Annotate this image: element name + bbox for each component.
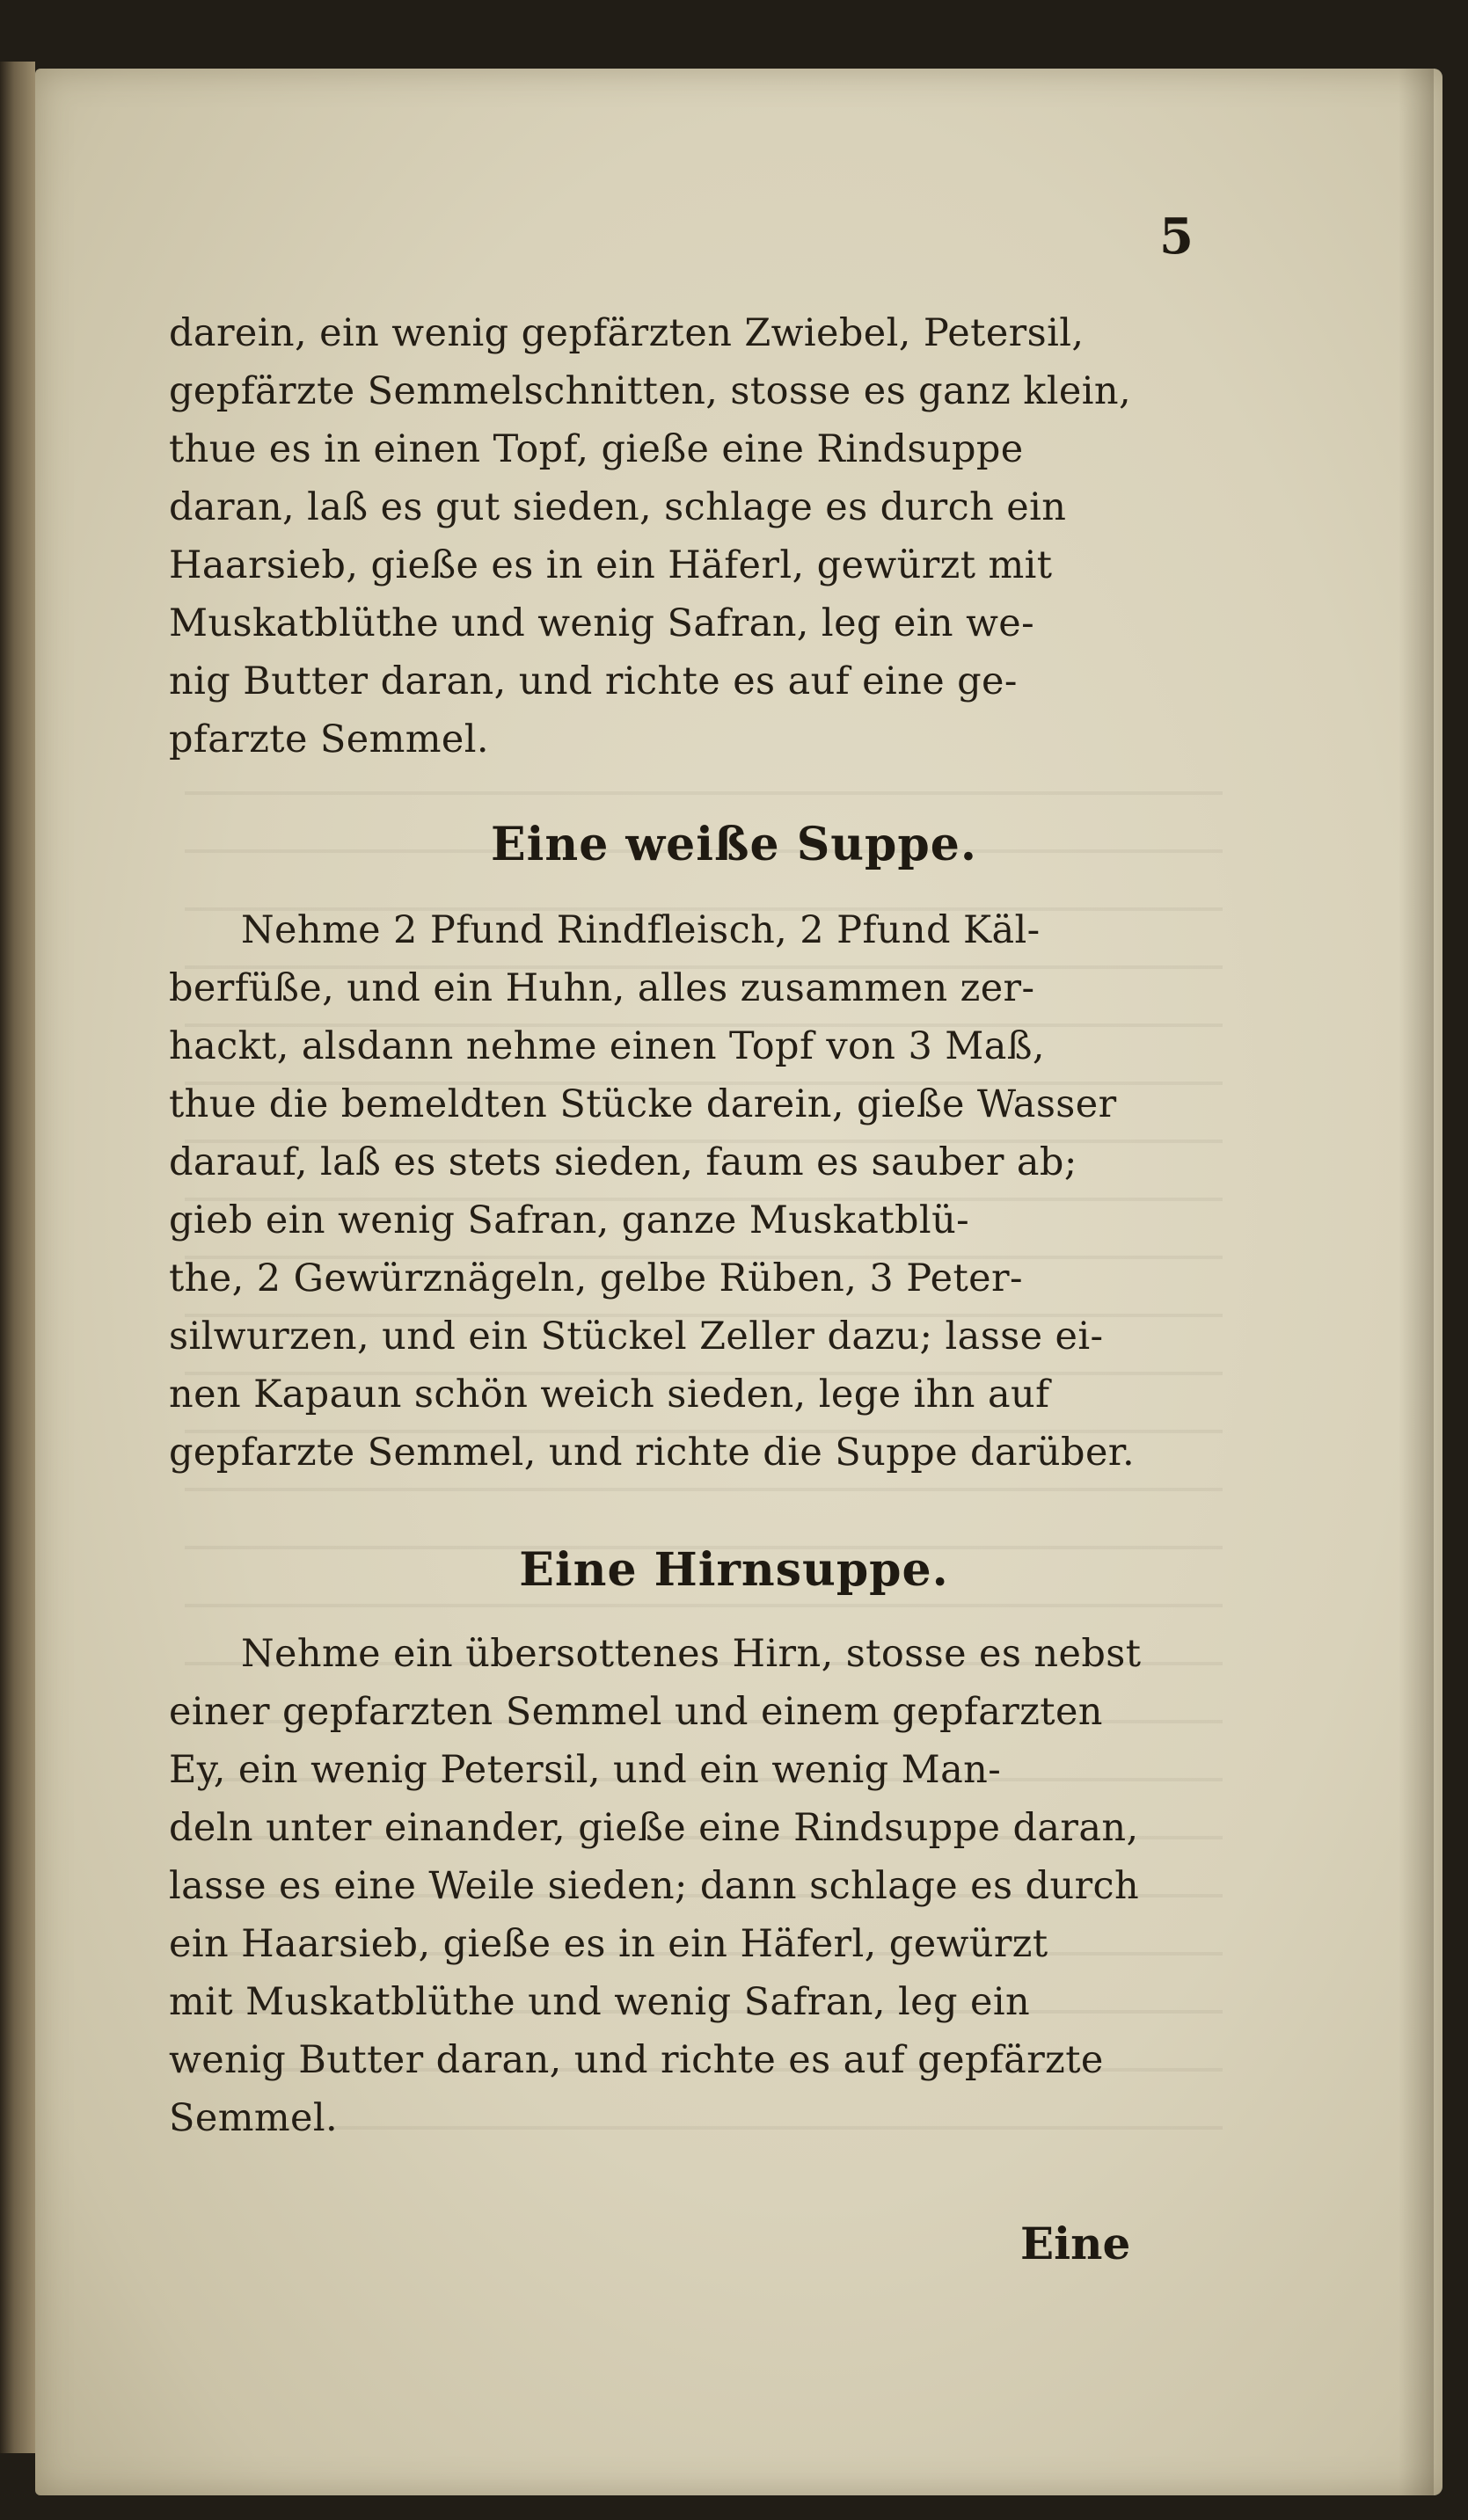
- text-line: lasse es eine Weile sieden; dann schlage es durch: [169, 1864, 1140, 1908]
- section-heading-brain-soup: Eine Hirnsuppe.: [519, 1543, 949, 1597]
- text-line: gepfarzte Semmel, und richte die Suppe darüber.: [169, 1431, 1136, 1475]
- text-line: Ey, ein wenig Petersil, und ein wenig Man-: [169, 1748, 1002, 1792]
- text-line: Muskatblüthe und wenig Safran, leg ein we-: [169, 601, 1035, 645]
- text-line: nen Kapaun schön weich sieden, lege ihn auf: [169, 1373, 1050, 1417]
- text-line: einer gepfarzten Semmel und einem gepfarzten: [169, 1690, 1103, 1734]
- text-line: darein, ein wenig gepfärzten Zwiebel, Petersil,: [169, 311, 1085, 355]
- text-line: ein Haarsieb, gieße es in ein Häferl, gewürzt: [169, 1922, 1048, 1966]
- right-page-edge-shadow: [1399, 69, 1434, 2495]
- text-line: gepfärzte Semmelschnitten, stosse es ganz klein,: [169, 369, 1132, 413]
- paragraph-3: [169, 1625, 1207, 2147]
- text-line: Nehme 2 Pfund Rindfleisch, 2 Pfund Käl-: [241, 908, 1041, 952]
- text-line: deln unter einander, gieße eine Rindsuppe daran,: [169, 1806, 1139, 1850]
- text-line: Haarsieb, gieße es in ein Häferl, gewürzt mit: [169, 543, 1053, 587]
- catchword: Eine: [1020, 2218, 1131, 2269]
- page-number: 5: [1159, 208, 1194, 266]
- text-line: gieb ein wenig Safran, ganze Muskatblü-: [169, 1198, 970, 1242]
- text-line: hackt, alsdann nehme einen Topf von 3 Maß,: [169, 1024, 1045, 1068]
- text-line: thue es in einen Topf, gieße eine Rindsuppe: [169, 427, 1024, 471]
- text-line: darauf, laß es stets sieden, faum es sauber ab;: [169, 1140, 1077, 1184]
- text-line: silwurzen, und ein Stückel Zeller dazu; lasse ei-: [169, 1315, 1104, 1358]
- text-line: mit Muskatblüthe und wenig Safran, leg ein: [169, 1980, 1031, 2024]
- section-heading-white-soup: Eine weiße Suppe.: [491, 818, 977, 871]
- text-line: pfarzte Semmel.: [169, 717, 490, 761]
- text-line: thue die bemeldten Stücke darein, gieße Wasser: [169, 1082, 1117, 1126]
- text-line: wenig Butter daran, und richte es auf gepfärzte: [169, 2038, 1104, 2082]
- paragraph-1: [169, 304, 1207, 768]
- text-line: berfüße, und ein Huhn, alles zusammen zer-: [169, 966, 1035, 1010]
- text-line: Nehme ein übersottenes Hirn, stosse es nebst: [241, 1632, 1142, 1676]
- text-line: daran, laß es gut sieden, schlage es durch ein: [169, 485, 1067, 529]
- text-line: Semmel.: [169, 2096, 339, 2140]
- paragraph-2: [169, 901, 1207, 1482]
- text-line: nig Butter daran, und richte es auf eine ge-: [169, 659, 1018, 703]
- text-line: the, 2 Gewürznägeln, gelbe Rüben, 3 Peter-: [169, 1256, 1023, 1300]
- left-page-edge: [0, 62, 35, 2453]
